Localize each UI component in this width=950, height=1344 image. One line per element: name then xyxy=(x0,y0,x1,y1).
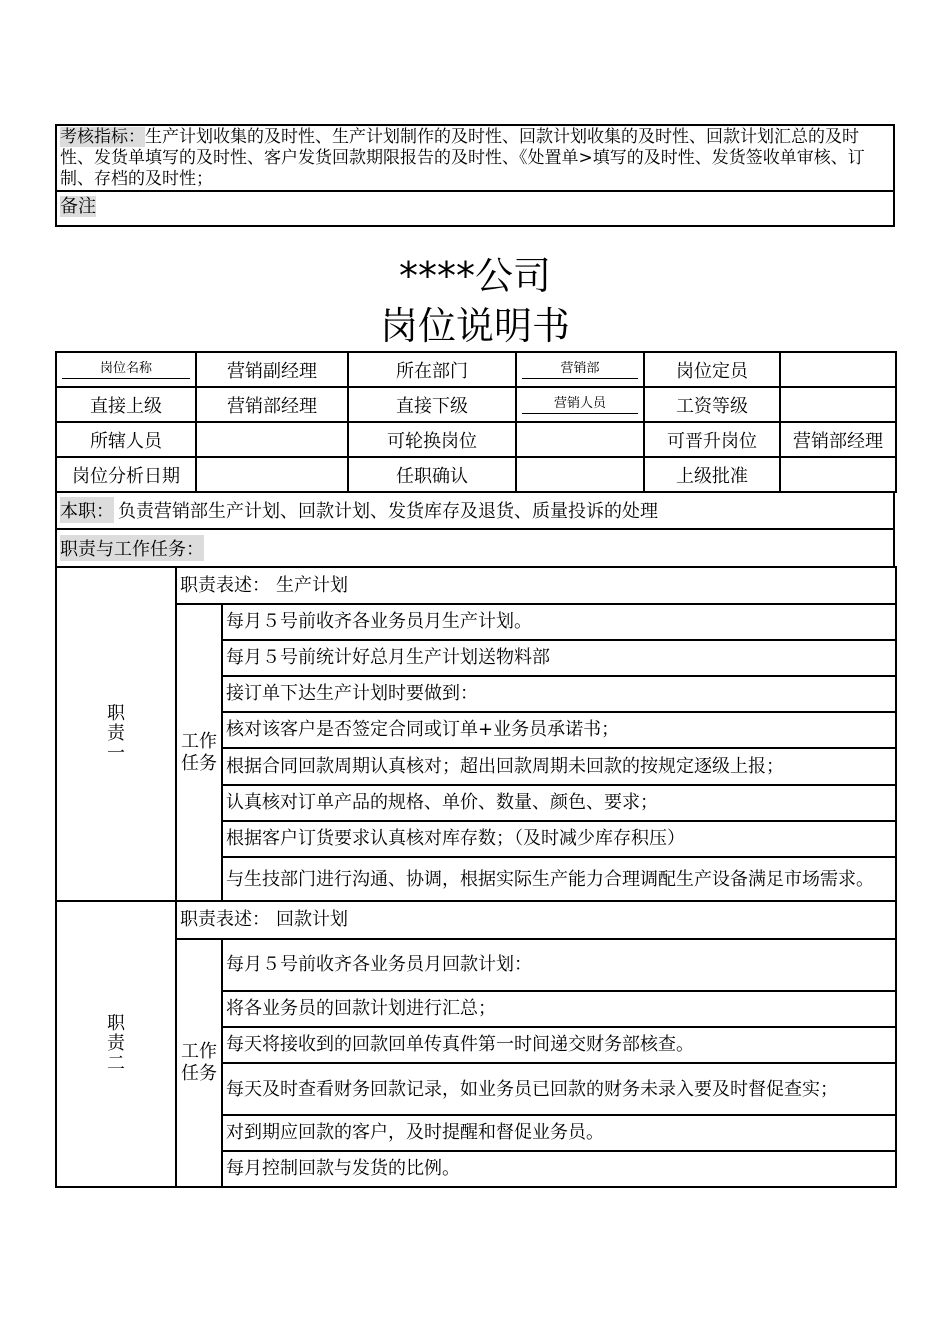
position-name-label: 岗位名称 xyxy=(56,352,196,387)
promotion-position-label: 可晋升岗位 xyxy=(644,422,780,457)
staff-value xyxy=(196,422,348,457)
duty1-task: 根据合同回款周期认真核对；超出回款周期未回款的按规定逐级上报； xyxy=(222,748,896,785)
department-value: 营销部 xyxy=(516,352,644,387)
duty2-statement xyxy=(176,901,896,939)
appointment-confirm-label: 任职确认 xyxy=(348,457,516,492)
remark-cell xyxy=(55,190,895,227)
rotation-position-label: 可轮换岗位 xyxy=(348,422,516,457)
duty1-task: 根据客户订货要求认真核对库存数；（及时减少库存积压） xyxy=(222,821,896,857)
appointment-confirm-value xyxy=(516,457,644,492)
duty2-label: 职责二 xyxy=(56,901,176,1187)
superior-approval-value xyxy=(780,457,896,492)
superior-approval-label: 上级批准 xyxy=(644,457,780,492)
duty1-task: 每月５号前统计好总月生产计划送物料部 xyxy=(222,640,896,676)
remark-label: 备注 xyxy=(60,196,96,217)
duty1-task: 接订单下达生产计划时要做到： xyxy=(222,676,896,712)
department-label: 所在部门 xyxy=(348,352,516,387)
duty2-task: 对到期应回款的客户，及时提醒和督促业务员。 xyxy=(222,1115,896,1151)
duty2-task: 每月控制回款与发货的比例。 xyxy=(222,1151,896,1187)
rotation-position-value xyxy=(516,422,644,457)
duties-label: 职责与工作任务： xyxy=(60,535,204,561)
duty2-task: 每月５号前收齐各业务员月回款计划： xyxy=(222,939,896,991)
position-name-value: 营销副经理 xyxy=(196,352,348,387)
document-title: 岗位说明书 xyxy=(379,304,570,348)
duty2-statement-label: 职责表述： xyxy=(180,909,270,930)
headcount-label: 岗位定员 xyxy=(644,352,780,387)
duty2-task: 每天及时查看财务回款记录，如业务员已回款的财务未录入要及时督促查实； xyxy=(222,1063,896,1115)
duty1-statement xyxy=(176,567,896,604)
duty1-task: 核对该客户是否签定合同或订单+业务员承诺书； xyxy=(222,712,896,748)
kpi-label: 考核指标： xyxy=(60,127,145,147)
kpi-text: 生产计划收集的及时性、生产计划制作的及时性、回款计划收集的及时性、回款计划汇总的及时性、发货单填写的及时性、客户发货回款期限报告的及时性、《处置单>填写的及时性、发货签收单审核、订制、存档的及时性； xyxy=(60,127,865,189)
duty2-task: 每天将接收到的回款回单传真件第一时间递交财务部核查。 xyxy=(222,1027,896,1063)
direct-subordinate-value: 营销人员 xyxy=(516,387,644,422)
direct-superior-label: 直接上级 xyxy=(56,387,196,422)
salary-grade-label: 工资等级 xyxy=(644,387,780,422)
duties-label-row xyxy=(55,530,895,568)
duty2-statement-value: 回款计划 xyxy=(276,909,348,930)
kpi-cell xyxy=(55,124,895,192)
duty1-task: 认真核对订单产品的规格、单价、数量、颜色、要求； xyxy=(222,785,896,821)
duty2-task: 将各业务员的回款计划进行汇总； xyxy=(222,991,896,1027)
position-info-table xyxy=(55,351,897,493)
duty2-tasks-label: 工作任务 xyxy=(176,939,222,1187)
company-title: ****公司 xyxy=(398,254,551,298)
duties-table xyxy=(55,566,897,1188)
direct-superior-value: 营销部经理 xyxy=(196,387,348,422)
duty1-label: 职责一 xyxy=(56,567,176,901)
main-duty-row xyxy=(55,492,895,530)
staff-label: 所辖人员 xyxy=(56,422,196,457)
promotion-position-value: 营销部经理 xyxy=(780,422,896,457)
direct-subordinate-label: 直接下级 xyxy=(348,387,516,422)
main-duty-label: 本职： xyxy=(60,497,114,523)
duty1-task: 每月５号前收齐各业务员月生产计划。 xyxy=(222,604,896,640)
duty1-statement-label: 职责表述： xyxy=(180,574,270,596)
duty1-statement-value: 生产计划 xyxy=(276,574,348,596)
analysis-date-label: 岗位分析日期 xyxy=(56,457,196,492)
salary-grade-value xyxy=(780,387,896,422)
duty1-task: 与生技部门进行沟通、协调，根据实际生产能力合理调配生产设备满足市场需求。 xyxy=(222,857,896,901)
headcount-value xyxy=(780,352,896,387)
analysis-date-value xyxy=(196,457,348,492)
duty1-tasks-label: 工作任务 xyxy=(176,604,222,901)
main-duty-text: 负责营销部生产计划、回款计划、发货库存及退货、质量投诉的处理 xyxy=(118,501,658,522)
